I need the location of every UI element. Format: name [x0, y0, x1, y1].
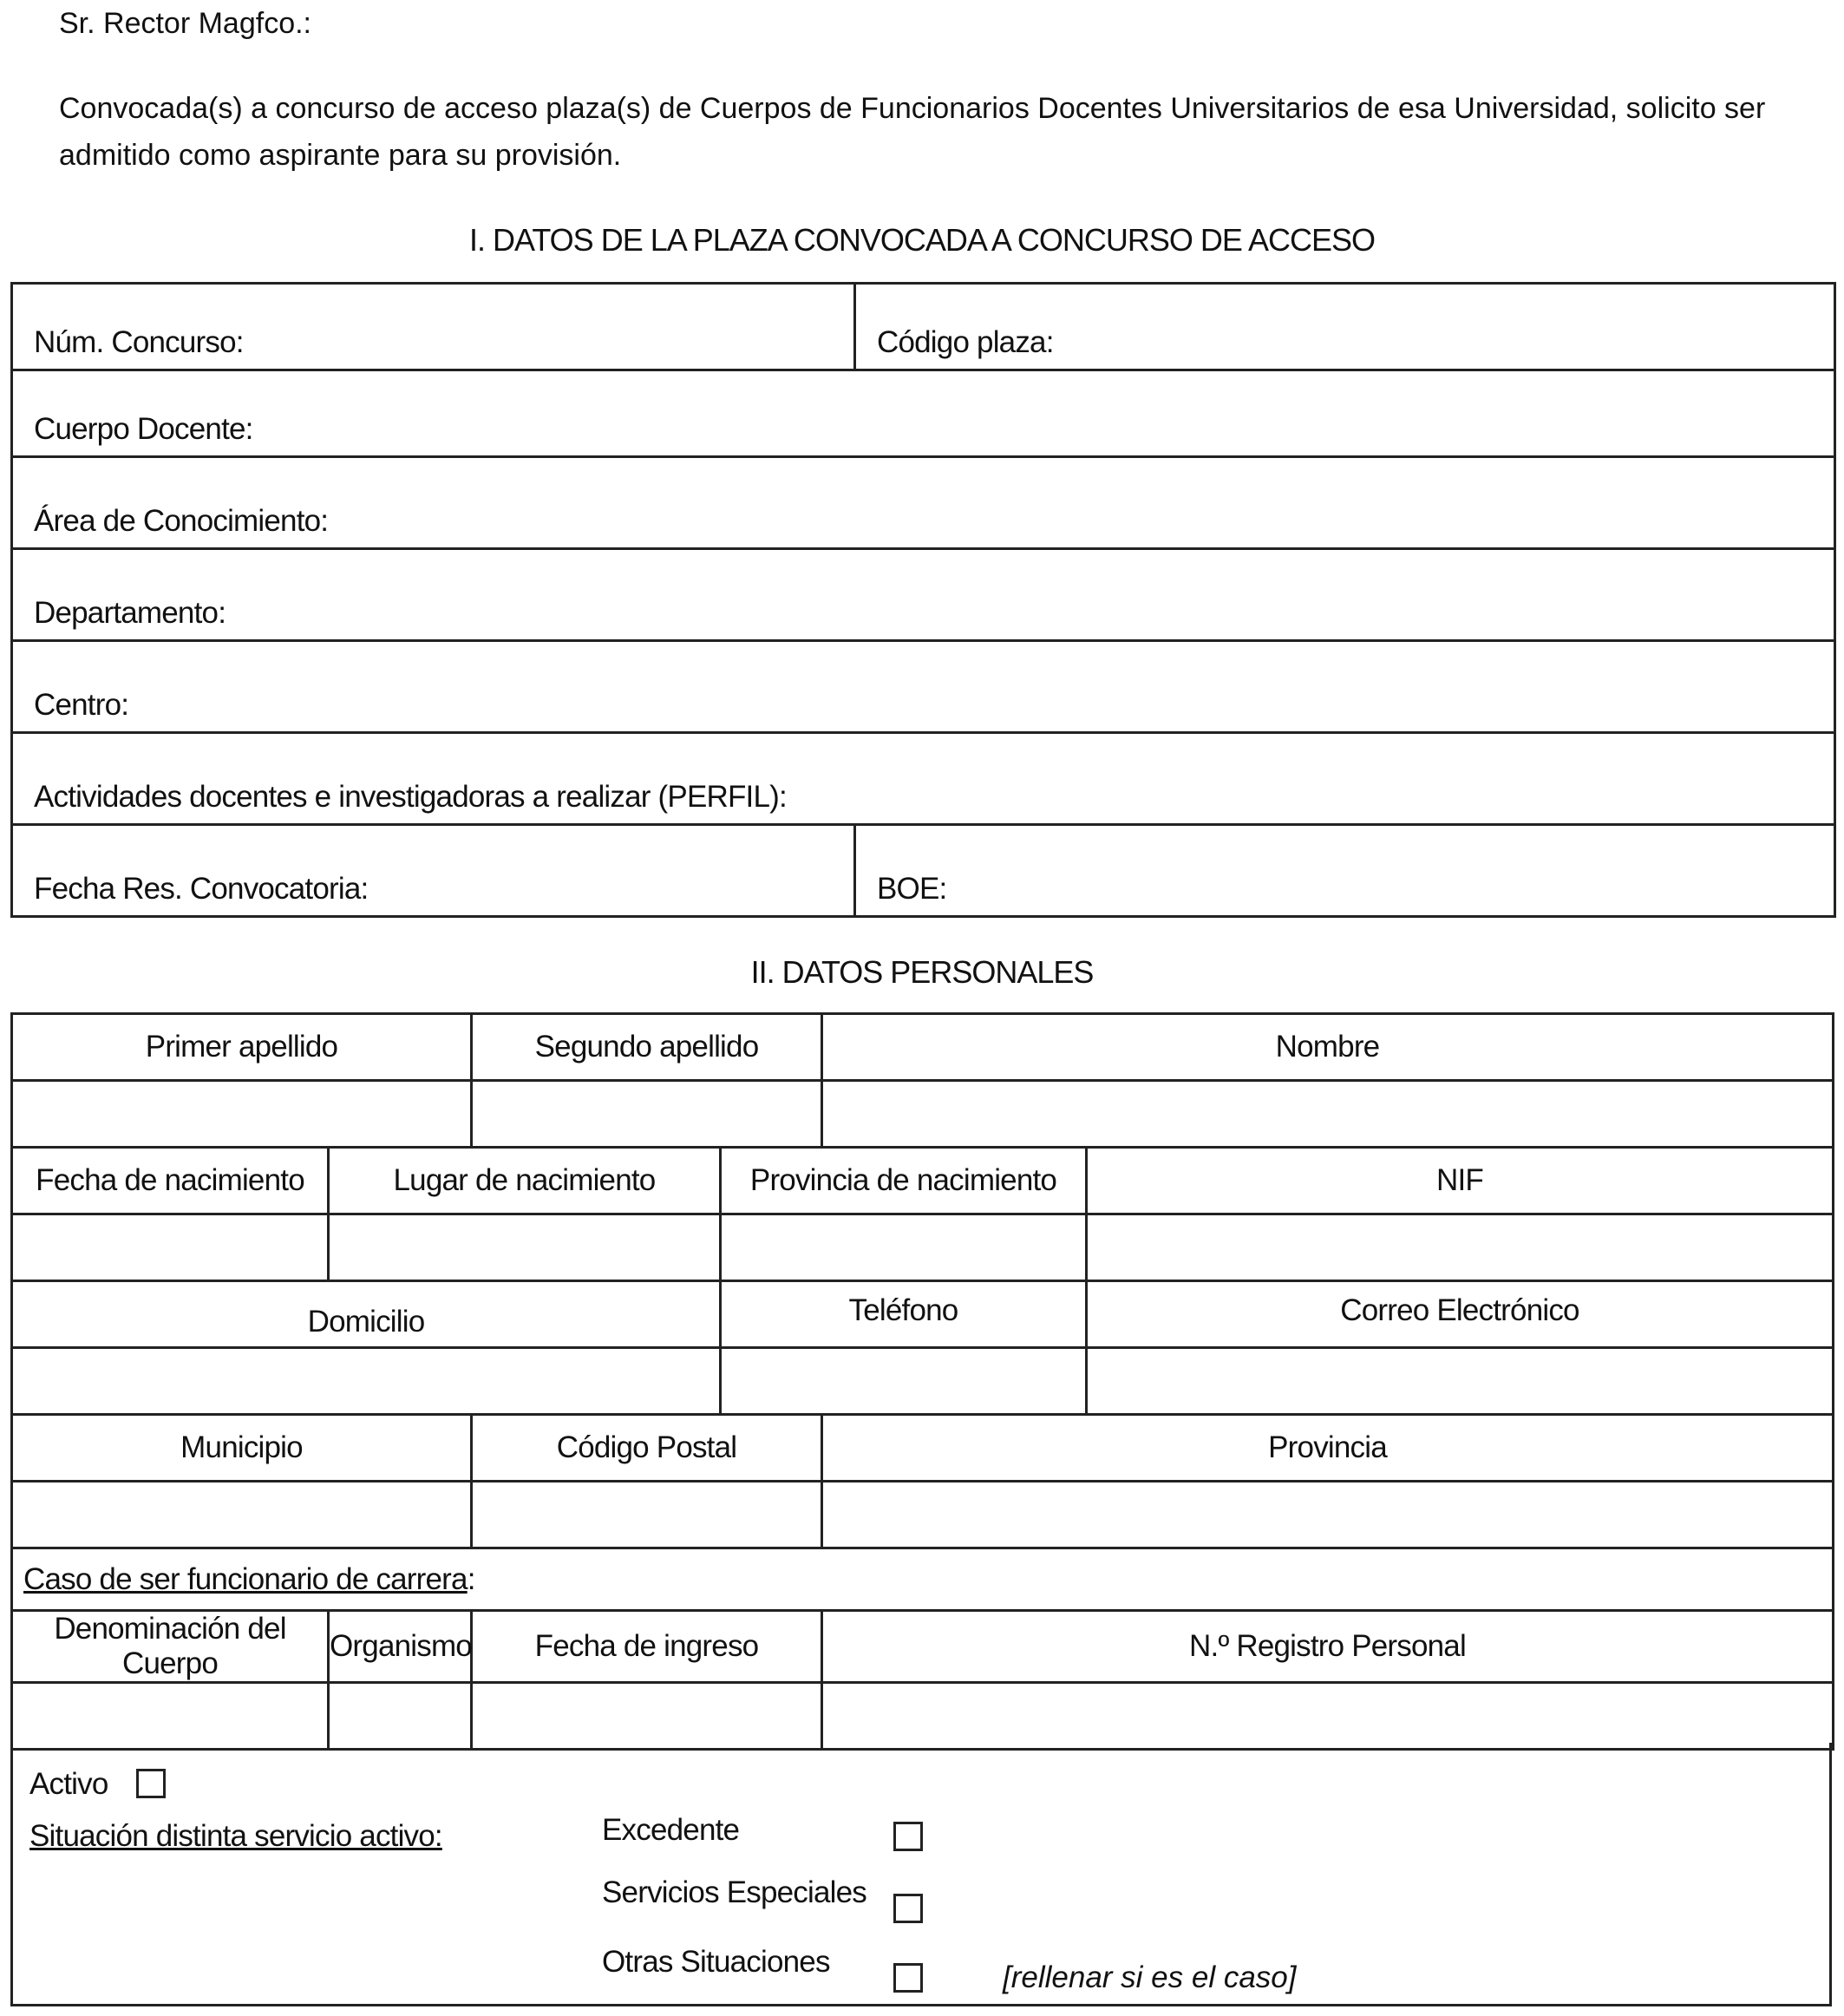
num-concurso-field[interactable]: Núm. Concurso:	[12, 284, 855, 370]
codigo-plaza-field[interactable]: Código plaza:	[855, 284, 1835, 370]
header-domicilio: Domicilio	[12, 1281, 721, 1348]
funcionario-note-colon: :	[467, 1561, 475, 1596]
input-nombre[interactable]	[822, 1081, 1834, 1148]
rellenar-note: [rellenar si es el caso]	[1003, 1960, 1297, 1994]
input-telefono[interactable]	[721, 1348, 1087, 1415]
intro-paragraph: Convocada(s) a concurso de acceso plaza(s) de Cuerpos de Funcionarios Docentes Universitarios de esa Universidad, solicito ser admitido como aspirante para su provisión.	[59, 92, 1766, 172]
excedente-label: Excedente	[602, 1813, 740, 1847]
header-fecha-ingreso: Fecha de ingreso	[472, 1611, 822, 1683]
otras-situaciones-checkbox[interactable]	[893, 1963, 923, 1993]
servicios-especiales-label: Servicios Especiales	[602, 1875, 866, 1909]
input-fecha-nacimiento[interactable]	[12, 1214, 329, 1281]
input-fecha-ingreso[interactable]	[472, 1683, 822, 1750]
plaza-table	[10, 282, 1836, 918]
input-domicilio[interactable]	[12, 1348, 721, 1415]
funcionario-note	[12, 1548, 1834, 1611]
header-nombre: Nombre	[822, 1014, 1834, 1081]
input-municipio[interactable]	[12, 1482, 472, 1548]
header-segundo-apellido: Segundo apellido	[472, 1014, 822, 1081]
situacion-label: Situación distinta servicio activo:	[29, 1819, 442, 1853]
input-registro-personal[interactable]	[822, 1683, 1834, 1750]
excedente-checkbox[interactable]	[893, 1822, 923, 1851]
fecha-res-field[interactable]: Fecha Res. Convocatoria:	[12, 825, 855, 917]
section1-title: I. DATOS DE LA PLAZA CONVOCADA A CONCURSO DE ACCESO	[469, 222, 1375, 258]
departamento-field[interactable]: Departamento:	[12, 549, 1835, 641]
boe-field[interactable]: BOE:	[855, 825, 1835, 917]
header-correo: Correo Electrónico	[1087, 1281, 1834, 1348]
input-denominacion-cuerpo[interactable]	[12, 1683, 329, 1750]
header-fecha-nacimiento: Fecha de nacimiento	[12, 1148, 329, 1214]
header-telefono: Teléfono	[721, 1281, 1087, 1348]
header-provincia: Provincia	[822, 1415, 1834, 1482]
activo-checkbox[interactable]	[136, 1769, 166, 1798]
input-provincia-nacimiento[interactable]	[721, 1214, 1087, 1281]
header-organismo: Organismo	[329, 1611, 472, 1683]
header-primer-apellido: Primer apellido	[12, 1014, 472, 1081]
input-correo[interactable]	[1087, 1348, 1834, 1415]
cuerpo-docente-field[interactable]: Cuerpo Docente:	[12, 370, 1835, 457]
header-codigo-postal: Código Postal	[472, 1415, 822, 1482]
input-codigo-postal[interactable]	[472, 1482, 822, 1548]
otras-situaciones-label: Otras Situaciones	[602, 1945, 830, 1979]
input-lugar-nacimiento[interactable]	[329, 1214, 721, 1281]
header-denominacion-cuerpo: Denominación del Cuerpo	[12, 1611, 329, 1683]
perfil-field[interactable]: Actividades docentes e investigadoras a realizar (PERFIL):	[12, 733, 1835, 825]
header-registro-personal: N.º Registro Personal	[822, 1611, 1834, 1683]
header-nif: NIF	[1087, 1148, 1834, 1214]
activo-label: Activo	[29, 1767, 108, 1801]
salutation: Sr. Rector Magfco.:	[59, 7, 311, 40]
area-field[interactable]: Área de Conocimiento:	[12, 457, 1835, 549]
header-provincia-nacimiento: Provincia de nacimiento	[721, 1148, 1087, 1214]
input-primer-apellido[interactable]	[12, 1081, 472, 1148]
centro-field[interactable]: Centro:	[12, 641, 1835, 733]
servicios-especiales-checkbox[interactable]	[893, 1894, 923, 1923]
header-municipio: Municipio	[12, 1415, 472, 1482]
funcionario-note-text: Caso de ser funcionario de carrera	[23, 1561, 468, 1596]
input-provincia[interactable]	[822, 1482, 1834, 1548]
header-lugar-nacimiento: Lugar de nacimiento	[329, 1148, 721, 1214]
input-segundo-apellido[interactable]	[472, 1081, 822, 1148]
input-organismo[interactable]	[329, 1683, 472, 1750]
section2-title: II. DATOS PERSONALES	[750, 954, 1094, 990]
personal-data-table	[10, 1012, 1834, 1751]
input-nif[interactable]	[1087, 1214, 1834, 1281]
